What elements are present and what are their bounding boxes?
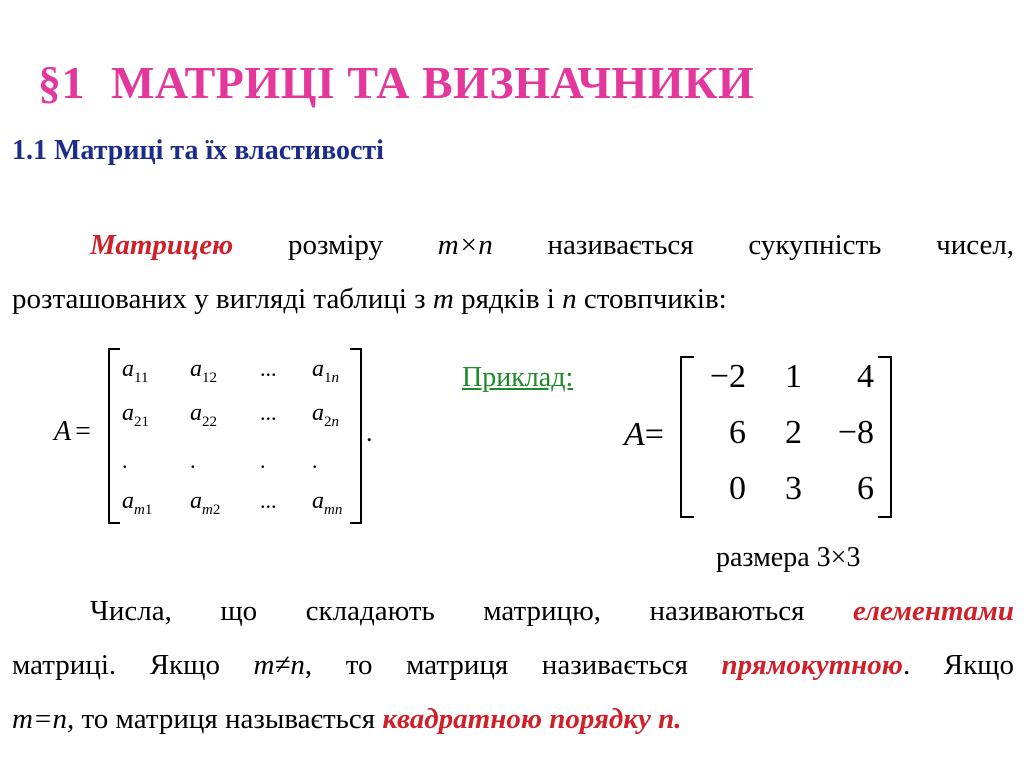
general-matrix-cell: $a_{2n}$ [312,400,339,430]
section-title-text: МАТРИЦІ ТА ВИЗНАЧНИКИ [111,57,755,108]
example-matrix-cell: −8 [837,414,874,451]
general-matrix [40,348,390,528]
elements-line-1: Числа, що складають матрицю, називаються елементами [90,595,1014,627]
example-matrix-cell: 6 [857,470,874,507]
general-matrix-lhs: A = [54,416,91,447]
size-expression: m×n [437,229,493,261]
term-rectangular: прямокутною [721,649,903,681]
elements-paragraph [12,584,1014,746]
example-matrix-cell: 6 [729,414,746,451]
general-matrix-cell: $a_{mn}$ [312,488,343,518]
general-matrix-cell: $a_{11}$ [122,356,149,386]
example-label: Приклад: [462,362,574,393]
general-matrix-cell: ... [260,356,277,381]
general-matrix-cell: ... [260,400,277,425]
example-matrix-cell: −2 [709,358,746,395]
term-matrix: Матрицею [90,229,234,261]
elements-line-2: матриці. Якщо m≠n, то матриця називається прямокутною. Якщо [12,649,1015,681]
right-bracket [350,348,362,524]
example-size: размера 3×3 [716,542,861,573]
elements-line-3: m=n, то матриця называється квадратною порядку n. [12,703,682,735]
general-matrix-cell: $a_{m2}$ [190,488,221,518]
subsection-title: 1.1 Матриці та їх властивості [12,135,384,166]
general-matrix-cell: $a_{1n}$ [312,356,339,386]
term-elements: елементами [852,595,1014,627]
general-matrix-cell: $a_{22}$ [190,400,217,430]
example-matrix-cell: 4 [857,358,874,395]
example-matrix-cell: 1 [785,358,802,395]
general-matrix-cell: $a_{21}$ [122,400,149,430]
example-matrix-cell: 0 [729,470,746,507]
definition-line-1: Матрицею розміру m×n називається сукупність чисел, [90,229,1015,261]
general-matrix-cell: . [260,448,266,473]
term-square: квадратною порядку n. [382,703,682,735]
right-bracket [878,356,892,518]
left-bracket [108,348,120,524]
general-matrix-cell: . [312,448,318,473]
definition-line-2: розташованих у вигляді таблиці з m рядків і n стовпчиків: [12,283,727,315]
example-matrix-lhs: A= [624,416,664,453]
definition-paragraph [12,218,1014,326]
general-matrix-cell: $a_{12}$ [190,356,217,386]
general-matrix-end: . [366,418,373,447]
general-matrix-cell: $a_{m1}$ [122,488,153,518]
example-matrix-cell: 2 [785,414,802,451]
section-title [38,56,754,109]
general-matrix-cell: . [122,448,128,473]
general-matrix-cell: ... [260,488,277,513]
general-matrix-cell: . [190,448,196,473]
example-matrix-cell: 3 [785,470,802,507]
section-number: §1 [38,57,85,108]
example-matrix [618,352,908,522]
